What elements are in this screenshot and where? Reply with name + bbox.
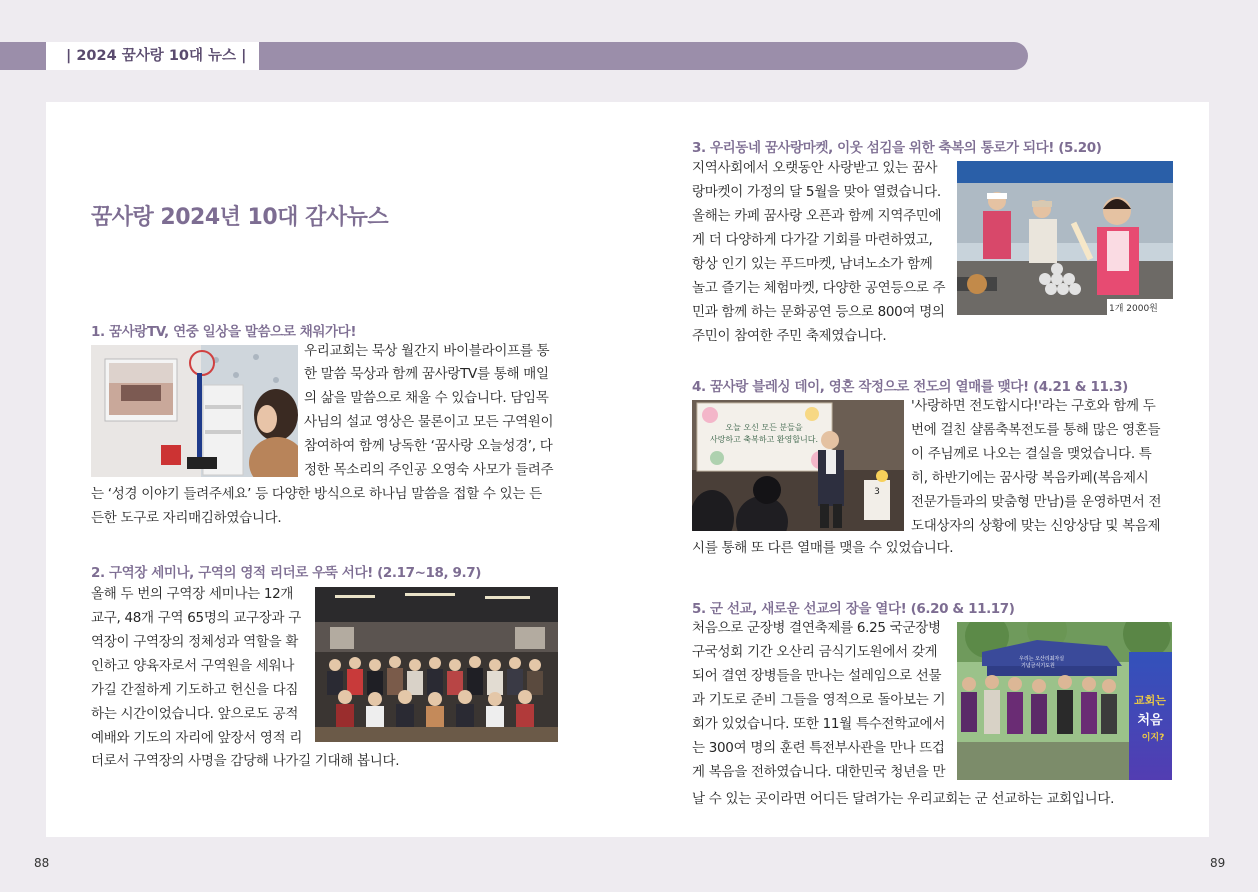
photo-leader-seminar-group [315,587,558,742]
page-number-left: 88 [34,856,50,870]
photo-kkumsarang-market [957,161,1173,315]
section-2-line: 역장이 구역장의 정체성과 역할을 확 [91,634,299,650]
section-2-line: 더로서 구역장의 사명을 감당해 나가길 기대해 봅니다. [91,753,400,769]
section-4-line: 시를 통해 또 다른 열매를 맺을 수 있었습니다. [692,540,954,556]
section-5-line: 처음으로 군장병 결연축제를 6.25 국군장병 [692,620,941,636]
section-4-line: 이 주님께로 나오는 결실을 맺었습니다. 특 [911,446,1152,462]
page-title: 꿈사랑 2024년 10대 감사뉴스 [91,205,389,230]
section-4-title: 4. 꿈사랑 블레싱 데이, 영혼 작정으로 전도의 열매를 맺다! (4.21 & 11.3) [692,379,1128,395]
section-3-line: 주민이 참여한 주민 축제였습니다. [692,328,887,344]
section-1-line: 참여하여 함께 낭독한 ‘꿈사랑 오늘성경’, 다 [304,438,553,454]
section-4-line: 히, 하반기에는 꿈사랑 복음카페(복음제시 [911,470,1149,486]
section-5-line: 과 기도로 준비 그들을 영적으로 돌아보는 기 [692,692,946,708]
section-4-line: 도대상자의 상황에 맞는 신앙상담 및 복음제 [911,518,1161,534]
section-5-line: 날 수 있는 곳이라면 어디든 달려가는 우리교회는 군 선교하는 교회입니다. [692,791,1115,807]
photo-blessing-day [692,400,904,531]
section-2-line: 올해 두 번의 구역장 세미나는 12개 [91,586,294,602]
section-3-line: 랑마켓이 가정의 달 5월을 맞아 열렸습니다. [692,184,941,200]
section-5-title: 5. 군 선교, 새로운 선교의 장을 열다! (6.20 & 11.17) [692,601,1015,617]
section-3-line: 놀고 즐기는 체험마켓, 다양한 공연등으로 주 [692,280,946,296]
section-1-line: 우리교회는 묵상 월간지 바이블라이프를 통 [304,343,550,359]
section-1-title: 1. 꿈사랑TV, 연중 일상을 말씀으로 채워가다! [91,324,357,340]
page-number-right: 89 [1210,856,1226,870]
banner-text-line: 오늘 오신 모든 분들을 [725,423,803,432]
section-1-line: 사님의 설교 영상은 물론이고 모든 구역원이 [304,414,554,430]
section-3-line: 항상 인기 있는 푸드마켓, 남녀노소가 함께 [692,256,933,272]
section-4-line: '사랑하면 전도합시다!'라는 구호와 함께 두 [911,398,1156,414]
section-1-line: 의 삶을 말씀으로 채울 수 있습니다. 담임목 [304,390,549,406]
section-3-line: 지역사회에서 오랫동안 사랑받고 있는 꿈사 [692,160,938,176]
photo-kkumsarang-tv [91,345,298,477]
section-4-line: 전문가들과의 맞춤형 만남)를 운영하면서 전 [911,494,1162,510]
section-1-line: 든한 도구로 자리매김하였습니다. [91,510,282,526]
tent-text-line: 우리는 오산리최자실 [1019,656,1065,662]
section-5-line: 게 복음을 전하였습니다. 대한민국 청년을 만 [692,764,946,780]
poster-text-line: 교회는 [1134,694,1166,707]
section-3-line: 올해는 카페 꿈사랑 오픈과 함께 지역주민에 [692,208,942,224]
header-tab: | 2024 꿈사랑 10대 뉴스 | [46,42,259,70]
poster-text-line: 이지? [1141,733,1165,743]
section-3-line: 게 더 다양하게 다가갈 기회를 마련하였고, [692,232,933,248]
section-2-title: 2. 구역장 세미나, 구역의 영적 리더로 우뚝 서다! (2.17~18, 9.7) [91,565,482,581]
section-4-line: 번에 걸친 샬롬축복전도를 통해 많은 영혼들 [911,422,1161,438]
section-5-line: 되어 결연 장병들을 만나는 설레임으로 선물 [692,668,942,684]
section-1-line: 한 말씀 묵상과 함께 꿈사랑TV를 통해 매일 [304,366,549,382]
poster-text-line: 처음 [1137,713,1163,728]
section-5-line: 회가 있었습니다. 또한 11월 특수전학교에서 [692,716,946,732]
podium-number: 3 [874,487,880,497]
section-1-line: 정한 목소리의 주인공 오영숙 사모가 들려주 [304,462,554,478]
section-3-title: 3. 우리동네 꿈사랑마켓, 이웃 섬김을 위한 축복의 통로가 되다! (5.20) [692,140,1102,156]
section-2-line: 하는 시간이었습니다. 앞으로도 공적 [91,706,299,722]
section-2-line: 가길 간절하게 기도하고 헌신을 다짐 [91,682,299,698]
section-2-line: 예배와 기도의 자리에 앞장서 영적 리 [91,730,303,746]
section-1-line: 는 ‘성경 이야기 들려주세요’ 등 다양한 방식으로 하나님 말씀을 접할 수 있는 든 [91,486,542,502]
photo-military-mission [957,622,1172,780]
section-2-line: 인하고 양육자로서 구역원을 세워나 [91,658,295,674]
banner-text-line: 사랑하고 축복하고 환영합니다. [709,435,819,444]
section-5-line: 구국성회 기간 오산리 금식기도원에서 갖게 [692,644,938,660]
section-5-line: 는 300여 명의 훈련 특전부사관을 만나 뜨겁 [692,740,945,756]
section-3-line: 민과 함께 하는 문화공연 등으로 800여 명의 [692,304,945,320]
tent-text-line: 기념금식기도원 [1021,663,1055,669]
section-2-line: 교구, 48개 구역 65명의 교구장과 구 [91,610,301,626]
market-price-tag: 1개 2000원 [1109,304,1158,314]
